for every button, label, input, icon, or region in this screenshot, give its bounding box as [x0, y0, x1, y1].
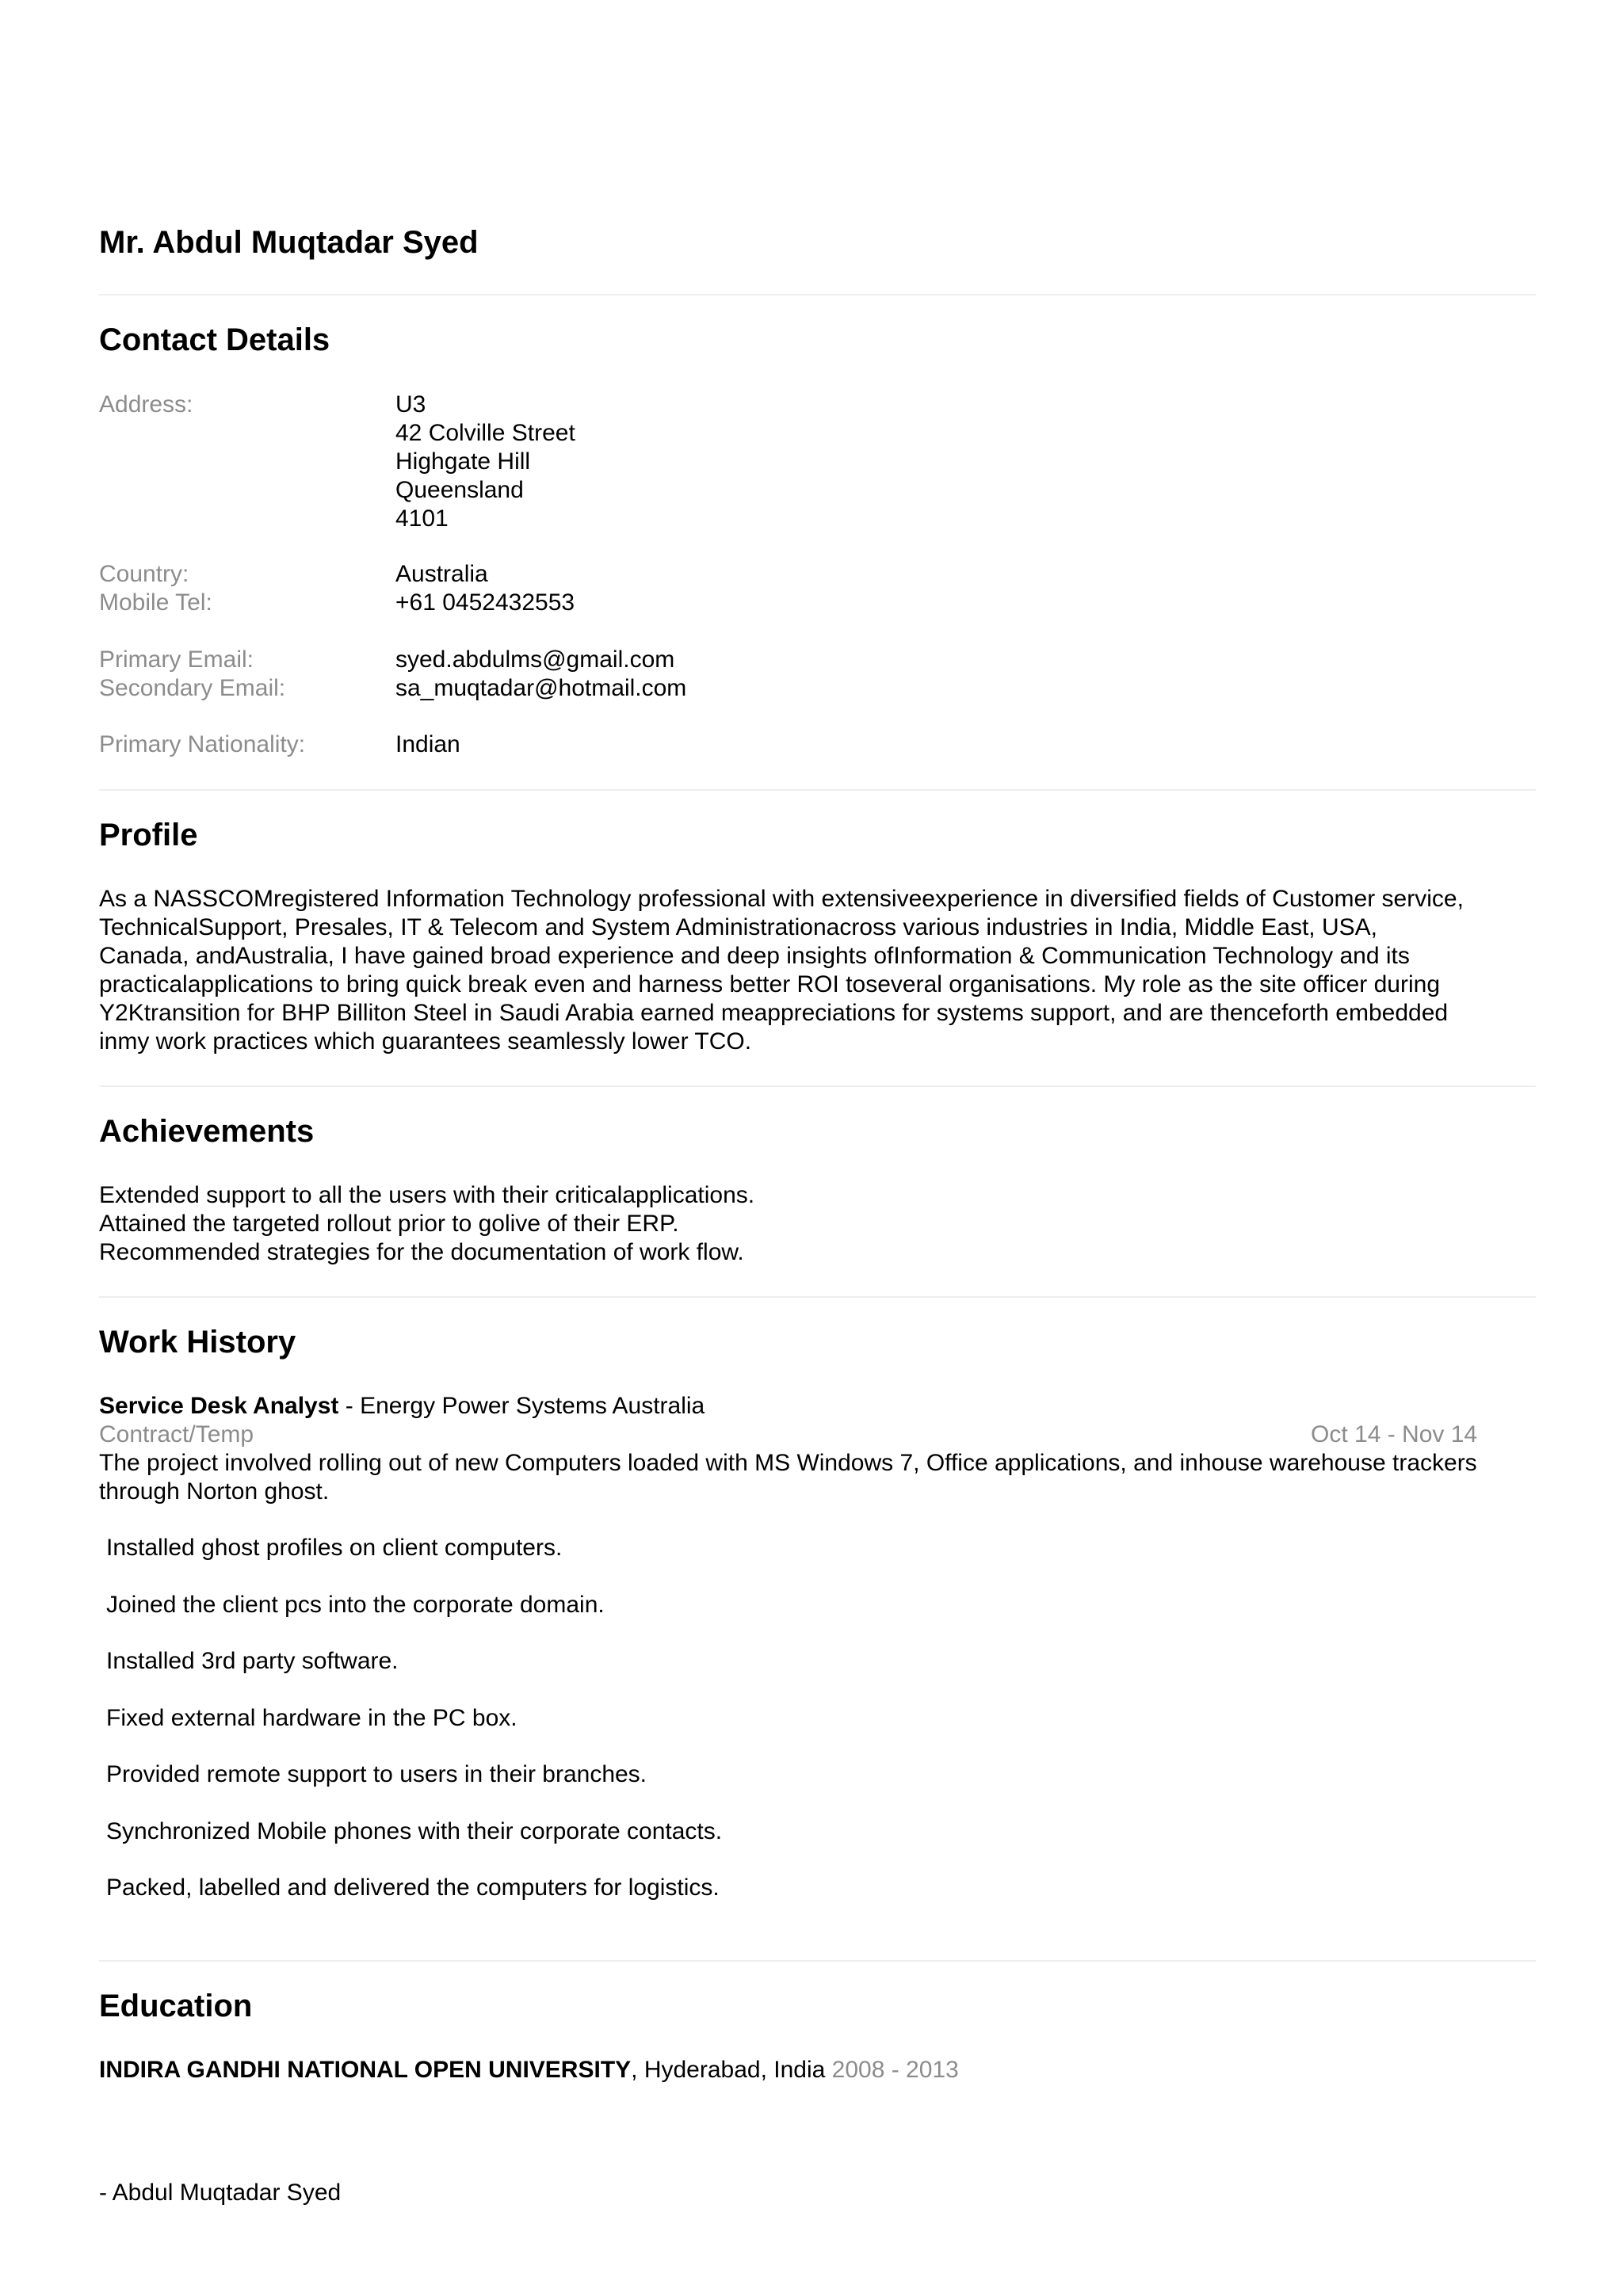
education-location: , Hyderabad, India — [631, 2057, 832, 2083]
address-line: Highgate Hill — [395, 448, 531, 475]
job-duty: Synchronized Mobile phones with their corporate contacts. — [106, 1818, 723, 1844]
job-duty: Installed 3rd party software. — [106, 1648, 399, 1674]
job-dates: Oct 14 - Nov 14 — [1311, 1421, 1478, 1447]
achievement-item: Attained the targeted rollout prior to golive of their ERP. — [99, 1211, 679, 1237]
achievement-item: Recommended strategies for the documentation of work flow. — [99, 1239, 744, 1265]
address-label: Address: — [99, 391, 193, 418]
profile-line: Canada, andAustralia, I have gained broad experience and deep insights ofInformation & Communication Technology and its — [99, 943, 1410, 969]
job-duty: Provided remote support to users in their branches. — [106, 1761, 647, 1787]
profile-line: As a NASSCOMregistered Information Technology professional with extensiveexperience in diversified fields of Customer service, — [99, 886, 1464, 912]
education-institution: INDIRA GANDHI NATIONAL OPEN UNIVERSITY — [99, 2057, 632, 2083]
contact-heading: Contact Details — [99, 322, 330, 357]
address-line: U3 — [395, 391, 426, 418]
primary-email-label: Primary Email: — [99, 646, 254, 673]
signature: - Abdul Muqtadar Syed — [99, 2180, 342, 2206]
profile-heading: Profile — [99, 818, 198, 852]
primary-email-value: syed.abdulms@gmail.com — [395, 646, 675, 673]
job-duty: Fixed external hardware in the PC box. — [106, 1705, 517, 1731]
job-title: Service Desk Analyst — [99, 1393, 339, 1419]
profile-line: Y2Ktransition for BHP Billiton Steel in Saudi Arabia earned meappreciations for systems support, and are thenceforth embedded — [99, 1000, 1449, 1026]
education-years: 2008 - 2013 — [831, 2057, 959, 2083]
country-value: Australia — [395, 561, 488, 587]
secondary-email-value: sa_muqtadar@hotmail.com — [395, 675, 687, 701]
work-history-heading: Work History — [99, 1325, 296, 1360]
profile-line: inmy work practices which guarantees seamlessly lower TCO. — [99, 1028, 752, 1055]
achievement-item: Extended support to all the users with their criticalapplications. — [99, 1182, 755, 1208]
mobile-label: Mobile Tel: — [99, 589, 212, 616]
profile-line: TechnicalSupport, Presales, IT & Telecom and System Administrationacross various industries in India, Middle East, USA, — [99, 914, 1377, 940]
address-value — [395, 391, 575, 533]
divider — [99, 294, 1536, 296]
candidate-name: Mr. Abdul Muqtadar Syed — [99, 225, 479, 260]
divider — [99, 1296, 1536, 1298]
divider — [99, 1960, 1536, 1962]
job-description-line: The project involved rolling out of new Computers loaded with MS Windows 7, Office applications, and inhouse warehouse trackers — [99, 1450, 1477, 1476]
job-duty: Packed, labelled and delivered the computers for logistics. — [106, 1875, 720, 1901]
secondary-email-label: Secondary Email: — [99, 675, 286, 701]
profile-text — [99, 885, 1536, 1056]
mobile-value: +61 0452432553 — [395, 589, 575, 616]
nationality-value: Indian — [395, 731, 460, 757]
profile-line: practicalapplications to bring quick break even and harness better ROI toseveral organisations. My role as the site officer during — [99, 971, 1441, 997]
nationality-label: Primary Nationality: — [99, 731, 306, 757]
achievements-heading: Achievements — [99, 1114, 315, 1149]
job-company: - Energy Power Systems Australia — [338, 1393, 705, 1419]
job-type: Contract/Temp — [99, 1421, 254, 1447]
job-description — [99, 1449, 1536, 1506]
job-duty: Joined the client pcs into the corporate domain. — [106, 1592, 605, 1618]
job-title-line — [99, 1392, 705, 1421]
job-duty: Installed ghost profiles on client computers. — [106, 1535, 563, 1561]
address-line: Queensland — [395, 477, 524, 503]
address-line: 42 Colville Street — [395, 420, 575, 446]
education-heading: Education — [99, 1989, 253, 2023]
divider — [99, 789, 1536, 791]
achievements-list — [99, 1181, 1536, 1267]
divider — [99, 1085, 1536, 1087]
education-entry — [99, 2056, 959, 2084]
country-label: Country: — [99, 561, 189, 587]
job-description-line: through Norton ghost. — [99, 1478, 330, 1505]
address-line: 4101 — [395, 505, 449, 532]
